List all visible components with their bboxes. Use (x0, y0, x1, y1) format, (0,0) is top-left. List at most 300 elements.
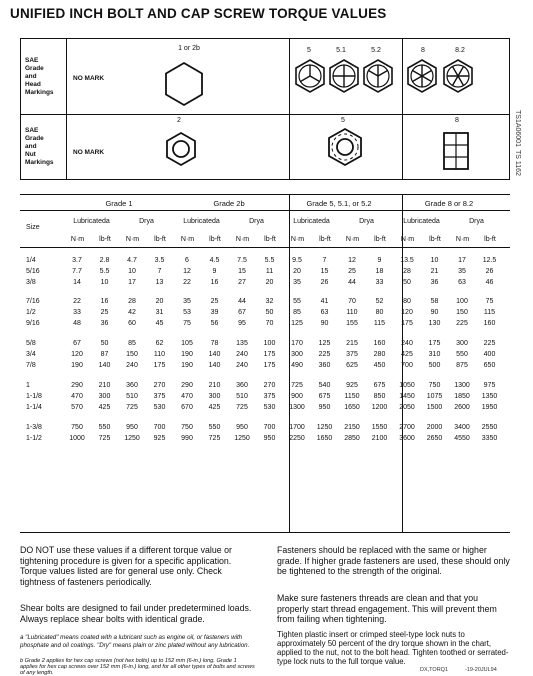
torque-cell: 42 (128, 309, 136, 316)
torque-cell: 52 (375, 298, 384, 305)
torque-cell: 160 (373, 340, 386, 347)
torque-cell: 700 (153, 424, 166, 431)
unit-header: N·m (345, 236, 360, 243)
torque-cell: 6 (185, 257, 189, 264)
torque-cell: 540 (318, 382, 331, 389)
torque-cell: 1850 (454, 393, 470, 400)
torque-cell: 210 (208, 382, 221, 389)
torque-cell: 50 (100, 340, 109, 347)
torque-cell: 26 (320, 279, 329, 286)
torque-cell: 18 (375, 268, 384, 275)
torque-cell: 650 (483, 362, 496, 369)
torque-cell: 10 (128, 268, 136, 275)
torque-cell: 70 (348, 298, 356, 305)
torque-cell: 62 (155, 340, 164, 347)
torque-cell: 63 (320, 309, 329, 316)
torque-cell: 2650 (426, 435, 443, 442)
warning-paragraph: DO NOT use these values if a different torque value or tightening procedure is given for a specific application. Torque values listed are for general use only. Check tightness of fasteners periodically. (20, 545, 232, 587)
torque-cell: 270 (263, 382, 276, 389)
torque-cell: 675 (373, 382, 386, 389)
torque-cell: 140 (98, 362, 111, 369)
torque-cell: 1200 (371, 404, 388, 411)
footer-code: DX,TORQ1 (420, 667, 449, 673)
torque-cell: 5.5 (264, 257, 275, 264)
nut-grade8-icon (441, 131, 471, 171)
torque-cell: 530 (263, 404, 276, 411)
torque-cell: 360 (318, 362, 331, 369)
torque-cell: 450 (373, 362, 386, 369)
torque-cell: 1250 (124, 435, 140, 442)
locknut-paragraph: Tighten plastic insert or crimped steel-type lock nuts to approximately 50 percent of the dry torque shown in the chart, applied to the nut, not to the bolt head. Tighten toothed or serrated-type lock nuts to the full torque value. (277, 630, 509, 666)
torque-cell: 17 (458, 257, 466, 264)
torque-cell: 67 (238, 309, 246, 316)
torque-cell: 16 (210, 279, 219, 286)
torque-cell: 33 (73, 309, 81, 316)
torque-cell: 35 (458, 268, 466, 275)
torque-cell: 675 (318, 393, 331, 400)
torque-cell: 2.8 (99, 257, 110, 264)
torque-cell: 500 (428, 362, 441, 369)
hex-head-grade82-icon (441, 59, 475, 93)
torque-cell: 1250 (234, 435, 250, 442)
torque-cell: 300 (98, 393, 111, 400)
torque-cell: 530 (153, 404, 166, 411)
torque-cell: 11 (265, 268, 274, 275)
size-cell: 3/4 (26, 351, 36, 358)
condition-header: Lubricateda (73, 218, 110, 225)
torque-cell: 470 (71, 393, 83, 400)
torque-cell: 300 (291, 351, 303, 358)
torque-cell: 50 (265, 309, 274, 316)
condition-header: Lubricateda (293, 218, 330, 225)
torque-cell: 12.5 (482, 257, 497, 264)
torque-cell: 3.7 (72, 257, 82, 264)
torque-cell: 400 (483, 351, 496, 358)
torque-cell: 950 (236, 424, 248, 431)
size-cell: 1-1/8 (26, 393, 42, 400)
torque-cell: 1550 (371, 424, 388, 431)
torque-cell: 510 (236, 393, 248, 400)
torque-cell: 46 (485, 279, 494, 286)
unit-header: lb-ft (264, 236, 276, 243)
torque-cell: 280 (373, 351, 386, 358)
torque-cell: 1150 (344, 393, 360, 400)
torque-cell: 1050 (399, 382, 415, 389)
size-cell: 1/2 (26, 309, 36, 316)
grade-label: 8 (455, 117, 459, 124)
torque-cell: 425 (98, 404, 111, 411)
grade-group-header: Grade 2b (213, 199, 245, 208)
torque-cell: 3350 (481, 435, 498, 442)
torque-cell: 700 (263, 424, 276, 431)
torque-cell: 27 (238, 279, 246, 286)
torque-cell: 175 (153, 362, 166, 369)
torque-cell: 9 (377, 257, 382, 264)
torque-cell: 550 (208, 424, 221, 431)
torque-cell: 45 (155, 320, 164, 327)
torque-cell: 625 (346, 362, 358, 369)
unit-header: N·m (180, 236, 195, 243)
torque-cell: 1350 (481, 393, 498, 400)
torque-cell: 270 (153, 382, 166, 389)
torque-cell: 3.5 (154, 257, 165, 264)
torque-cell: 975 (483, 382, 496, 389)
condition-header: Drya (359, 218, 374, 225)
grade-label: 5.2 (371, 47, 381, 54)
torque-cell: 215 (346, 340, 358, 347)
torque-cell: 140 (208, 351, 221, 358)
torque-cell: 15 (238, 268, 246, 275)
torque-cell: 67 (73, 340, 81, 347)
torque-cell: 20 (155, 298, 164, 305)
torque-cell: 750 (181, 424, 193, 431)
torque-cell: 63 (458, 279, 466, 286)
torque-cell: 175 (428, 340, 441, 347)
torque-cell: 4550 (454, 435, 470, 442)
size-cell: 5/16 (26, 268, 40, 275)
unit-header: N·m (70, 236, 85, 243)
torque-cell: 90 (320, 320, 329, 327)
grade-label: 5 (307, 47, 311, 54)
grade-label: 5 (341, 117, 345, 124)
unit-header: lb-ft (484, 236, 496, 243)
torque-cell: 56 (210, 320, 219, 327)
torque-cell: 375 (153, 393, 166, 400)
torque-cell: 2550 (481, 424, 498, 431)
torque-cell: 240 (236, 362, 248, 369)
torque-cell: 990 (181, 435, 193, 442)
torque-cell: 87 (100, 351, 109, 358)
page-title: UNIFIED INCH BOLT AND CAP SCREW TORQUE VALUES (10, 6, 387, 21)
torque-cell: 470 (181, 393, 193, 400)
torque-cell: 490 (291, 362, 303, 369)
torque-cell: 80 (403, 298, 411, 305)
grade-label: 2 (177, 117, 181, 124)
unit-header: N·m (125, 236, 140, 243)
torque-cell: 13 (155, 279, 164, 286)
nut-markings-label: SAE Grade and Nut Markings (25, 127, 54, 166)
torque-cell: 900 (291, 393, 303, 400)
torque-cell: 125 (291, 320, 303, 327)
torque-cell: 310 (428, 351, 441, 358)
unit-header: lb-ft (319, 236, 331, 243)
torque-cell: 90 (430, 309, 439, 316)
grade-group-header: Grade 5, 5.1, or 5.2 (306, 199, 372, 208)
torque-cell: 125 (318, 340, 331, 347)
torque-cell: 2100 (371, 435, 388, 442)
torque-cell: 135 (236, 340, 248, 347)
torque-cell: 115 (373, 320, 386, 327)
torque-cell: 190 (71, 362, 83, 369)
torque-cell: 725 (291, 382, 303, 389)
torque-cell: 550 (98, 424, 111, 431)
torque-cell: 28 (128, 298, 136, 305)
torque-cell: 70 (265, 320, 274, 327)
torque-cell: 3600 (399, 435, 415, 442)
torque-cell: 425 (401, 351, 413, 358)
torque-cell: 55 (293, 298, 301, 305)
torque-cell: 950 (126, 424, 138, 431)
size-cell: 7/8 (26, 362, 36, 369)
torque-cell: 1500 (426, 404, 443, 411)
torque-cell: 35 (183, 298, 191, 305)
torque-cell: 1700 (289, 424, 305, 431)
torque-cell: 120 (401, 309, 413, 316)
torque-cell: 290 (71, 382, 83, 389)
torque-cell: 225 (456, 320, 468, 327)
size-cell: 9/16 (26, 320, 40, 327)
torque-cell: 75 (485, 298, 494, 305)
torque-cell: 21 (430, 268, 439, 275)
nut-grade5-icon (325, 127, 365, 167)
torque-cell: 670 (181, 404, 193, 411)
torque-cell: 2850 (344, 435, 360, 442)
torque-cell: 25 (348, 268, 356, 275)
torque-cell: 7 (322, 257, 327, 264)
torque-cell: 53 (183, 309, 191, 316)
torque-cell: 155 (346, 320, 358, 327)
torque-cell: 510 (126, 393, 138, 400)
torque-cell: 9.5 (292, 257, 302, 264)
footnote-grade2: b Grade 2 applies for hex cap screws (not hex bolts) up to 152 mm (6-in.) long. Grade 1 applies for hex cap screws over 152 mm (6-in.) long, and for all other types of bolts and screws of any length. (20, 658, 255, 676)
grade-group-header: Grade 8 or 8.2 (424, 199, 474, 208)
torque-cell: 9 (212, 268, 217, 275)
torque-cell: 105 (181, 340, 193, 347)
footnote-lubricated: a "Lubricated" means coated with a lubricant such as engine oil, or fasteners with phosphate and oil coatings. "Dry" means plain or zinc plated without any lubrication. (20, 634, 250, 649)
torque-cell: 425 (208, 404, 221, 411)
torque-cell: 35 (293, 279, 301, 286)
torque-cell: 1250 (316, 424, 333, 431)
hex-head-grade51-icon (327, 59, 361, 93)
torque-cell: 60 (128, 320, 136, 327)
torque-cell: 31 (155, 309, 164, 316)
torque-cell: 700 (401, 362, 413, 369)
head-markings-label: SAE Grade and Head Markings (25, 57, 54, 96)
condition-header: Drya (469, 218, 484, 225)
torque-cell: 360 (126, 382, 138, 389)
torque-cell: 20 (293, 268, 301, 275)
condition-header: Lubricateda (183, 218, 220, 225)
unit-header: N·m (455, 236, 470, 243)
size-cell: 1-3/8 (26, 424, 42, 431)
torque-cell: 1450 (399, 393, 415, 400)
torque-cell: 1000 (69, 435, 85, 442)
side-code: TS1A06001 (514, 110, 521, 147)
torque-cell: 375 (346, 351, 358, 358)
torque-cell: 110 (153, 351, 166, 358)
torque-cell: 5.5 (99, 268, 110, 275)
torque-cell: 750 (71, 424, 83, 431)
torque-cell: 725 (98, 435, 111, 442)
torque-cell: 25 (100, 309, 109, 316)
condition-header: Drya (249, 218, 264, 225)
torque-cell: 75 (183, 320, 191, 327)
no-mark-label: NO MARK (73, 149, 105, 156)
torque-cell: 175 (401, 320, 413, 327)
torque-cell: 10 (100, 279, 109, 286)
torque-cell: 14 (73, 279, 81, 286)
torque-cell: 225 (318, 351, 331, 358)
size-cell: 5/8 (26, 340, 36, 347)
torque-cell: 150 (126, 351, 138, 358)
torque-cell: 22 (183, 279, 191, 286)
torque-cell: 36 (430, 279, 439, 286)
torque-cell: 15 (320, 268, 329, 275)
torque-cell: 375 (263, 393, 276, 400)
torque-cell: 41 (320, 298, 329, 305)
torque-cell: 300 (208, 393, 221, 400)
torque-cell: 25 (210, 298, 219, 305)
torque-cell: 44 (238, 298, 246, 305)
torque-cell: 2600 (454, 404, 470, 411)
unit-header: lb-ft (209, 236, 221, 243)
torque-cell: 1075 (426, 393, 443, 400)
torque-cell: 7.5 (237, 257, 247, 264)
hex-head-plain-icon (161, 61, 207, 107)
torque-cell: 240 (236, 351, 248, 358)
torque-cell: 33 (375, 279, 384, 286)
torque-cell: 7.7 (72, 268, 82, 275)
torque-cell: 925 (153, 435, 166, 442)
torque-cell: 1300 (454, 382, 470, 389)
torque-cell: 570 (71, 404, 83, 411)
no-mark-label: NO MARK (73, 75, 105, 82)
torque-cell: 20 (265, 279, 274, 286)
torque-cell: 725 (126, 404, 138, 411)
unit-header: N·m (400, 236, 415, 243)
torque-cell: 130 (428, 320, 441, 327)
torque-cell: 2000 (426, 424, 443, 431)
size-cell: 1/4 (26, 257, 36, 264)
torque-cell: 44 (348, 279, 356, 286)
grade-label: 5.1 (336, 47, 346, 54)
torque-cell: 2050 (399, 404, 415, 411)
size-cell: 7/16 (26, 298, 40, 305)
torque-cell: 39 (210, 309, 219, 316)
unit-header: N·m (290, 236, 305, 243)
torque-cell: 115 (483, 309, 496, 316)
hex-head-grade52-icon (361, 59, 395, 93)
hex-head-grade8-icon (405, 59, 439, 93)
torque-cell: 950 (318, 404, 331, 411)
torque-cell: 12 (348, 257, 356, 264)
torque-cell: 7 (157, 268, 162, 275)
torque-cell: 1950 (481, 404, 498, 411)
torque-cell: 28 (403, 268, 411, 275)
torque-cell: 950 (263, 435, 276, 442)
torque-cell: 1650 (344, 404, 360, 411)
torque-cell: 50 (403, 279, 411, 286)
size-cell: 1 (26, 382, 30, 389)
torque-cell: 10 (430, 257, 439, 264)
grade-markings-table (20, 38, 510, 180)
grade-label: 1 or 2b (178, 45, 200, 52)
torque-cell: 85 (128, 340, 136, 347)
torque-cell: 100 (456, 298, 468, 305)
unit-header: lb-ft (99, 236, 111, 243)
nut-grade2-icon (163, 131, 199, 167)
replacement-paragraph: Fasteners should be replaced with the same or higher grade. If higher grade fasteners are used, these should only be tightened to the strength of the original. (277, 545, 510, 577)
condition-header: Drya (139, 218, 154, 225)
torque-cell: 1300 (289, 404, 305, 411)
torque-cell: 80 (375, 309, 384, 316)
threads-paragraph: Make sure fasteners threads are clean and that you properly start thread engagement. This will prevent them from failing when tightening. (277, 593, 497, 625)
size-cell: 1-1/4 (26, 404, 42, 411)
torque-cell: 190 (181, 351, 193, 358)
torque-cell: 4.5 (209, 257, 220, 264)
torque-cell: 22 (73, 298, 81, 305)
unit-header: N·m (235, 236, 250, 243)
torque-cell: 300 (456, 340, 468, 347)
torque-cell: 2250 (289, 435, 305, 442)
torque-cell: 925 (346, 382, 358, 389)
torque-cell: 360 (236, 382, 248, 389)
torque-cell: 120 (71, 351, 83, 358)
torque-cell: 140 (208, 362, 221, 369)
grade-label: 8 (421, 47, 425, 54)
torque-cell: 17 (128, 279, 136, 286)
torque-cell: 150 (456, 309, 468, 316)
unit-header: lb-ft (374, 236, 386, 243)
torque-cell: 190 (181, 362, 193, 369)
torque-cell: 160 (483, 320, 496, 327)
torque-cell: 13.5 (400, 257, 414, 264)
torque-cell: 170 (291, 340, 303, 347)
torque-cell: 210 (98, 382, 111, 389)
torque-cell: 110 (346, 309, 358, 316)
torque-cell: 3400 (454, 424, 470, 431)
hex-head-grade5-icon (293, 59, 327, 93)
torque-cell: 95 (238, 320, 246, 327)
side-code: TS 1162 (514, 150, 521, 176)
torque-cell: 32 (265, 298, 274, 305)
torque-cell: 1650 (316, 435, 333, 442)
footer-date: -19-20JUL94 (465, 667, 497, 673)
size-header: Size (26, 224, 40, 231)
torque-cell: 240 (126, 362, 138, 369)
torque-cell: 58 (430, 298, 439, 305)
torque-cell: 225 (483, 340, 496, 347)
grade-label: 8.2 (455, 47, 465, 54)
torque-cell: 4.7 (127, 257, 137, 264)
torque-cell: 175 (263, 351, 276, 358)
torque-cell: 100 (263, 340, 276, 347)
torque-cell: 12 (183, 268, 191, 275)
torque-cell: 725 (208, 435, 221, 442)
condition-header: Lubricateda (403, 218, 440, 225)
unit-header: lb-ft (154, 236, 166, 243)
torque-cell: 85 (293, 309, 301, 316)
torque-cell: 875 (456, 362, 468, 369)
torque-cell: 290 (181, 382, 193, 389)
grade-group-header: Grade 1 (105, 199, 133, 208)
torque-cell: 26 (485, 268, 494, 275)
torque-cell: 2700 (399, 424, 415, 431)
torque-cell: 850 (373, 393, 386, 400)
size-cell: 3/8 (26, 279, 36, 286)
torque-cell: 78 (210, 340, 219, 347)
torque-cell: 725 (236, 404, 248, 411)
size-cell: 1-1/2 (26, 435, 42, 442)
torque-cell: 750 (428, 382, 441, 389)
shear-bolt-paragraph: Shear bolts are designed to fail under predetermined loads. Always replace shear bolts with identical grade. (20, 603, 252, 624)
torque-cell: 240 (401, 340, 413, 347)
torque-cell: 2150 (344, 424, 360, 431)
torque-cell: 16 (100, 298, 109, 305)
torque-cell: 48 (73, 320, 81, 327)
torque-cell: 550 (456, 351, 468, 358)
unit-header: lb-ft (429, 236, 441, 243)
